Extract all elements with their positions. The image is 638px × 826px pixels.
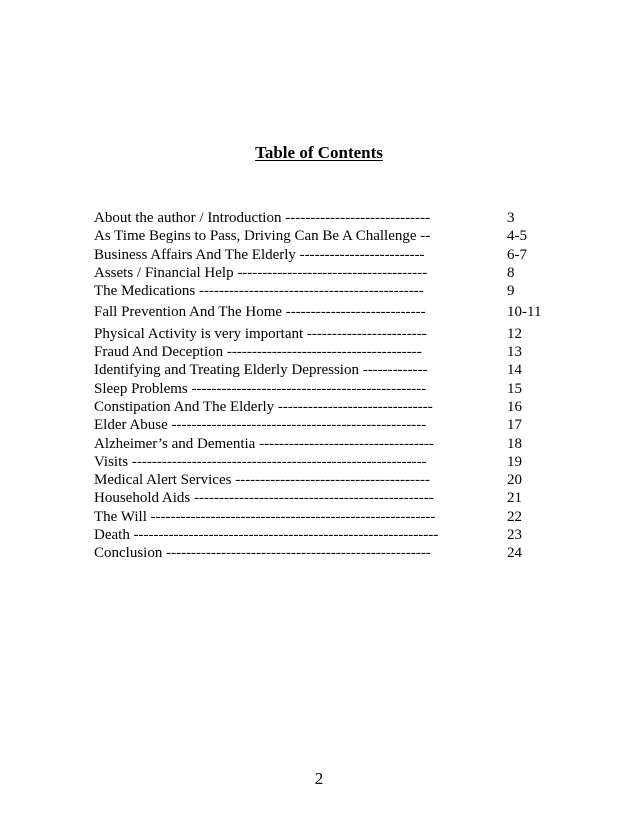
toc-entry-page: 20	[507, 472, 522, 489]
toc-entry-text: Death -------------------------------------------------------------	[94, 527, 439, 544]
toc-entry-page: 13	[507, 344, 522, 361]
toc-entry-page: 6-7	[507, 246, 527, 263]
toc-entry	[94, 416, 544, 434]
toc-entry-text: Identifying and Treating Elderly Depression -------------	[94, 362, 428, 379]
toc-entry-page: 14	[507, 362, 522, 379]
toc-entry-page: 18	[507, 435, 522, 452]
toc-entry	[94, 361, 544, 379]
toc-entry	[94, 544, 544, 562]
toc-entry	[94, 325, 544, 343]
toc-entry-text: Household Aids ------------------------------------------------	[94, 490, 434, 507]
toc-entry-text: Physical Activity is very important ------------------------	[94, 325, 427, 342]
toc-entry	[94, 282, 544, 300]
toc-entry-page: 12	[507, 325, 522, 342]
toc-entry-text: Alzheimer’s and Dementia -----------------------------------	[94, 435, 434, 452]
toc-entry-page: 21	[507, 490, 522, 507]
toc-entry-text: Medical Alert Services ---------------------------------------	[94, 472, 431, 489]
toc-entry-text: Sleep Problems -----------------------------------------------	[94, 380, 427, 397]
toc-entry-page: 19	[507, 453, 522, 470]
toc-entry-page: 23	[507, 527, 522, 544]
toc-entry	[94, 526, 544, 544]
toc-entry	[94, 489, 544, 507]
page-number: 2	[314, 769, 324, 788]
toc-entry-page: 16	[507, 398, 522, 415]
toc-entry-text: Constipation And The Elderly -------------------------------	[94, 398, 433, 415]
toc-entry	[94, 264, 544, 282]
toc-entry-page: 22	[507, 508, 522, 525]
toc-entry-text: The Medications ---------------------------------------------	[94, 283, 424, 300]
toc-entry	[94, 246, 544, 264]
toc-title: Table of Contents	[255, 143, 383, 162]
toc-entry-text: Assets / Financial Help --------------------------------------	[94, 264, 428, 281]
toc-entry-page: 4-5	[507, 228, 527, 245]
toc-entry-text: As Time Begins to Pass, Driving Can Be A Challenge --	[94, 228, 431, 245]
toc-entry-text: Fraud And Deception ---------------------------------------	[94, 344, 422, 361]
toc-entry-page: 3	[507, 210, 515, 226]
toc-entry-text: The Will ---------------------------------------------------------	[94, 508, 436, 525]
toc-entry-text: About the author / Introduction -----------------------------	[94, 210, 431, 226]
toc-entry	[94, 398, 544, 416]
toc-entry-text: Conclusion -----------------------------------------------------	[94, 545, 431, 562]
toc-entry-page: 24	[507, 545, 522, 562]
toc-entry	[94, 453, 544, 471]
toc-list	[94, 209, 544, 563]
toc-entry-page: 17	[507, 417, 522, 434]
toc-entry	[94, 303, 544, 321]
toc-entry	[94, 343, 544, 361]
toc-entry	[94, 209, 544, 227]
toc-entry	[94, 508, 544, 526]
toc-entry-page: 15	[507, 380, 522, 397]
toc-entry-page: 10-11	[507, 304, 542, 321]
toc-entry	[94, 435, 544, 453]
toc-entry-page: 9	[507, 283, 515, 300]
toc-entry-text: Fall Prevention And The Home ----------------------------	[94, 304, 426, 321]
toc-entry-page: 8	[507, 264, 515, 281]
toc-entry	[94, 227, 544, 245]
toc-entry-text: Business Affairs And The Elderly -------------------------	[94, 246, 425, 263]
toc-entry-text: Visits -----------------------------------------------------------	[94, 453, 427, 470]
toc-entry-text: Elder Abuse ---------------------------------------------------	[94, 417, 427, 434]
toc-entry	[94, 380, 544, 398]
toc-entry	[94, 471, 544, 489]
